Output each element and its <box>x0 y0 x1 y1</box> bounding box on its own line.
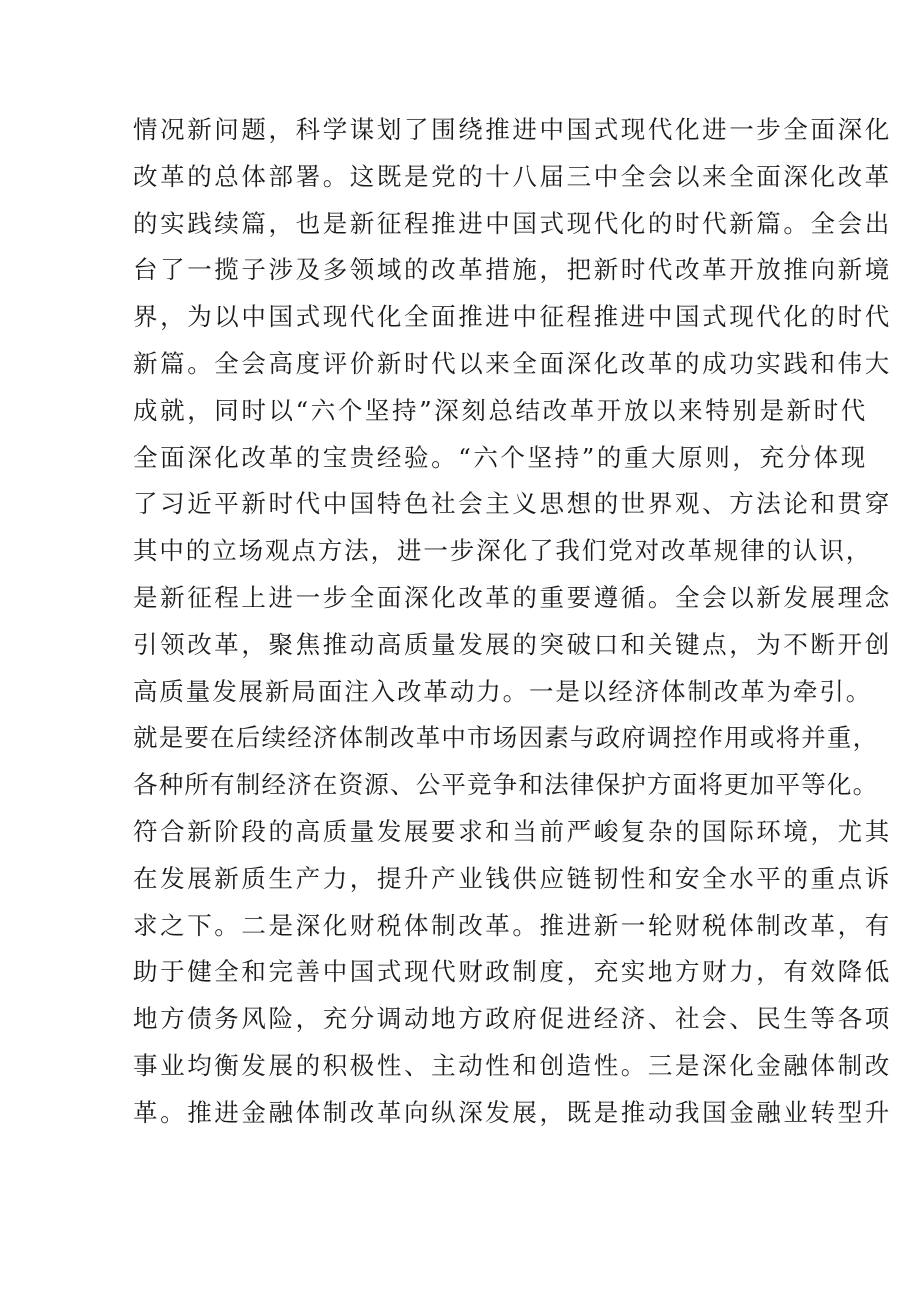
text-line: 情况新问题，科学谋划了围绕推进中国式现代化进一步全面深化 <box>133 115 892 144</box>
text-line: 的实践续篇，也是新征程推进中国式现代化的时代新篇。全会出 <box>133 208 892 238</box>
text-line: 了习近平新时代中国特色社会主义思想的世界观、方法论和贯穿 <box>133 489 892 519</box>
text-line: 新篇。全会高度评价新时代以来全面深化改革的成功实践和伟大 <box>133 348 892 378</box>
text-line: 在发展新质生产力，提升产业钱供应链韧性和安全水平的重点诉 <box>133 863 892 893</box>
text-line: 助于健全和完善中国式现代财政制度，充实地方财力，有效降低 <box>133 957 892 987</box>
text-line: 其中的立场观点方法，进一步深化了我们党对改革规律的认识， <box>133 536 873 566</box>
text-line: 成就，同时以“六个坚持”深刻总结改革开放以来特别是新时代 <box>133 395 868 425</box>
text-line: 事业均衡发展的积极性、主动性和创造性。三是深化金融体制改 <box>133 1050 892 1080</box>
text-line: 全面深化改革的宝贵经验。“六个坚持”的重大原则，充分体现 <box>133 442 868 472</box>
text-line: 改革的总体部署。这既是党的十八届三中全会以来全面深化改革 <box>133 161 892 191</box>
text-line: 地方债务风险，充分调动地方政府促进经济、社会、民生等各项 <box>133 1004 892 1034</box>
text-line: 求之下。二是深化财税体制改革。推进新一轮财税体制改革，有 <box>133 910 892 940</box>
text-line: 符合新阶段的高质量发展要求和当前严峻复杂的国际环境，尤其 <box>133 816 892 846</box>
text-line: 台了一揽子涉及多领域的改革措施，把新时代改革开放推向新境 <box>133 255 892 285</box>
text-line: 界，为以中国式现代化全面推进中征程推进中国式现代化的时代 <box>133 302 892 332</box>
text-line: 引领改革，聚焦推动高质量发展的突破口和关键点，为不断开创 <box>133 629 892 659</box>
body-paragraph <box>133 107 892 1137</box>
text-line: 就是要在后续经济体制改革中市场因素与政府调控作用或将并重， <box>133 723 879 753</box>
text-line: 高质量发展新局面注入改革动力。一是以经济体制改革为牵引。 <box>133 676 873 706</box>
text-line: 是新征程上进一步全面深化改革的重要遵循。全会以新发展理念 <box>133 582 892 612</box>
text-line: 革。推进金融体制改革向纵深发展，既是推动我国金融业转型升 <box>133 1097 892 1127</box>
text-line: 各种所有制经济在资源、公平竞争和法律保护方面将更加平等化。 <box>133 770 879 800</box>
